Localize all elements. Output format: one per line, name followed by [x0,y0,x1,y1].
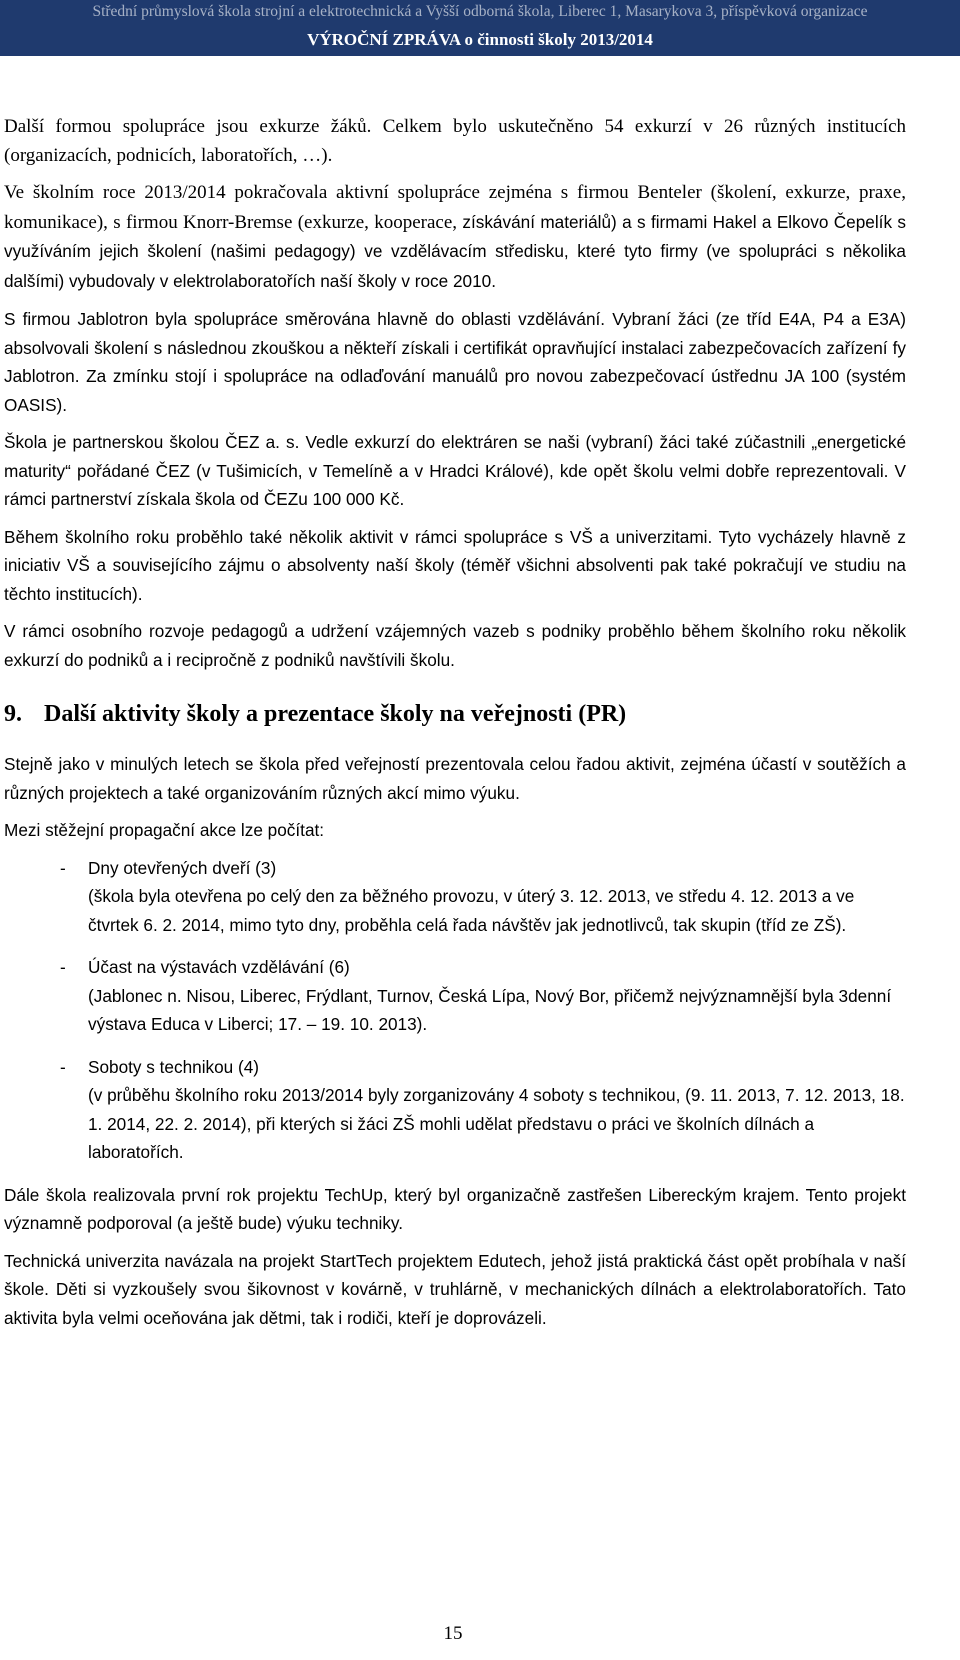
section-title: Další aktivity školy a prezentace školy na veřejnosti (PR) [44,701,627,727]
list-item-title: Dny otevřených dveří (3) [88,857,277,878]
paragraph-cez: Škola je partnerskou školou ČEZ a. s. Vedle exkurzí do elektráren se naši (vybraní) žáci také zúčastnili „energetické maturity“ pořádané ČEZ (v Tušimicích, v Temelíně a v Hradci Králové), kde opět školu velmi dobře reprezentovali. V rámci partnerství získala škola od ČEZu 100 000 Kč. [4,432,906,509]
header-school-name: Střední průmyslová škola strojní a elektrotechnická a Vyšší odborná škola, Liberec 1, Masarykova 3, příspěvková organizace [92,3,868,20]
paragraph-universities: Během školního roku proběhlo také několik aktivit v rámci spolupráce s VŠ a univerzitami. Tyto vycházely hlavně z iniciativ VŠ a souvisejícího zájmu o absolventy naší školy (téměř všichni absolventi pak také pokračují ve studiu na těchto institucích). [4,526,906,604]
paragraph-benteler-part2: získávání materiálů) a s firmami Hakel a Elkovo Čepelík s využíváním jejich školení (našimi pedagogy) ve vzdělávacím středisku, které tyto firmy (ve spolupráci s několika dalšími) vybudovaly v elektrolaboratořích naší školy v roce 2010. [4,211,906,291]
section-number: 9. [4,701,22,727]
list-item-detail: (Jablonec n. Nisou, Liberec, Frýdlant, Turnov, Česká Lípa, Nový Bor, přičemž nejvýznamnější byla 3denní výstava Educa v Liberci; 17. – 19. 10. 2013). [88,985,892,1034]
list-item-title: Soboty s technikou (4) [88,1056,260,1077]
document-body [4,113,906,1341]
page-number: 15 [443,1623,463,1644]
paragraph-starttech: Technická univerzita navázala na projekt StartTech projektem Edutech, jehož jistá praktická část opět probíhala v naší škole. Děti si vyzkoušely svou šikovnost v kovárně, v truhlárně, v mechanických dílnách a elektrolaboratořích. Tato aktivita byla velmi oceňována jak dětmi, tak i rodiči, kteří je doprovázeli. [4,1250,906,1328]
list-item [4,1053,906,1167]
paragraph-teacher-development: V rámci osobního rozvoje pedagogů a udržení vzájemných vazeb s podniky proběhlo během školního roku několik exkurzí do podniků a i recipročně z podniků navštívili školu. [4,621,906,670]
paragraph-jablotron: S firmou Jablotron byla spolupráce směrována hlavně do oblasti vzdělávání. Vybraní žáci (ze tříd E4A, P4 a E3A) absolvovali školení s následnou zkouškou a někteří získali i certifikát opravňující instalaci zabezpečovacích zařízení fy Jablotron. Za zmínku stojí i spolupráce na odlaďování manuálů pro novou zabezpečovací ústřednu JA 100 (systém OASIS). [4,309,906,415]
list-item-detail: (v průběhu školního roku 2013/2014 byly zorganizovány 4 soboty s technikou, (9. 11. 2013, 7. 12. 2013, 18. 1. 2014, 22. 2. 2014), při kterých si žáci ZŠ mohli udělat představu o práci ve školních dílnách a laboratořích. [88,1085,905,1162]
paragraph-list-lead: Mezi stěžejní propagační akce lze počítat: [4,820,325,840]
list-item [4,854,906,940]
list-item-detail: (škola byla otevřena po celý den za běžného provozu, v úterý 3. 12. 2013, ve středu 4. 12. 2013 a ve čtvrtek 6. 2. 2014, mimo tyto dny, proběhla celá řada návštěv jak jednotlivců, tak skupin (tříd ze ZŠ). [88,886,855,935]
list-item-title: Účast na výstavách vzdělávání (6) [88,957,350,977]
paragraph-benteler-part1: Ve školním roce 2013/2014 pokračovala aktivní spolupráce zejména s firmou Benteler (školení, exkurze, praxe, komunikace), s firmou Knorr-Bremse (exkurze, kooperace, [4,182,906,233]
paragraph-techup: Dále škola realizovala první rok projektu TechUp, který byl organizačně zastřešen Libereckým krajem. Tento projekt významně podporoval (a ještě bude) výuku techniky. [4,1184,906,1233]
promotion-list [4,854,906,1167]
section-heading [4,698,906,730]
paragraph-benteler [4,179,906,296]
list-dash: - [60,857,66,878]
paragraph-excursions: Další formou spolupráce jsou exkurze žáků. Celkem bylo uskutečněno 54 exkurzí v 26 různých institucích (organizacích, podnicích, laboratořích, …). [4,116,906,166]
list-dash: - [60,1056,66,1077]
header-report-title: VÝROČNÍ ZPRÁVA o činnosti školy 2013/2014 [307,30,653,49]
list-item [4,953,906,1039]
paragraph-section-intro: Stejně jako v minulých letech se škola před veřejností prezentovala celou řadou aktivit, zejména účastí v soutěžích a různých projektech a také organizováním různých akcí mimo výuku. [4,754,906,803]
page-header [0,0,960,56]
list-dash: - [60,957,66,977]
